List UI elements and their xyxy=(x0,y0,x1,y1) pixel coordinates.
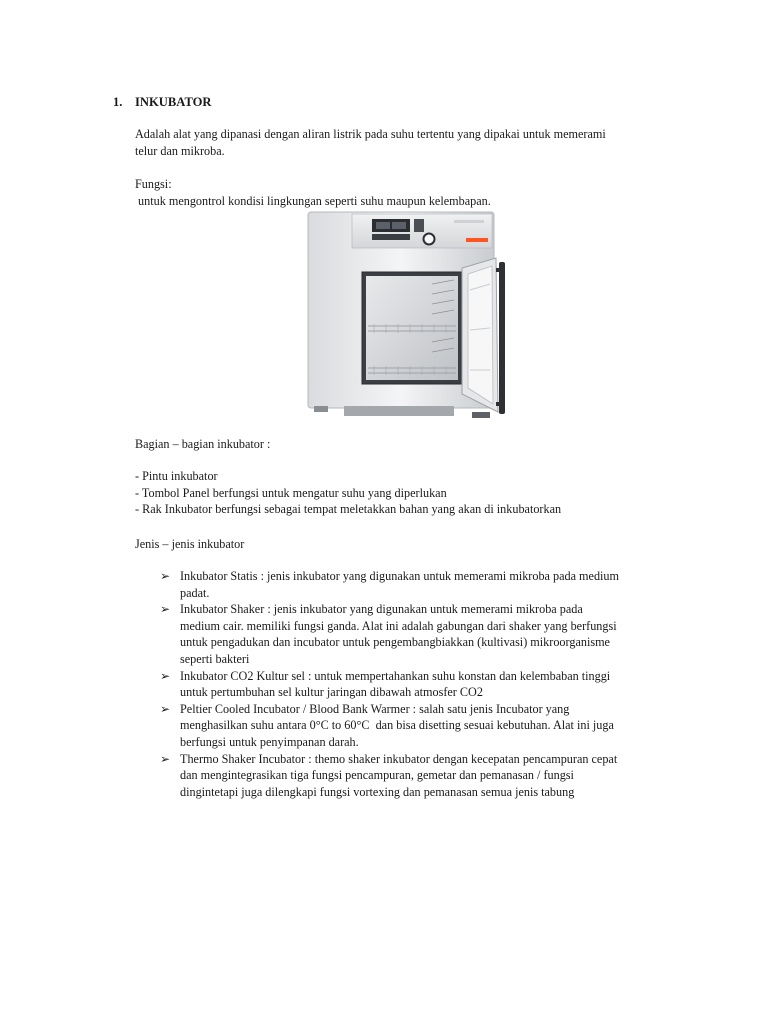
incubator-icon xyxy=(304,210,512,420)
bagian-item-rak: - Rak Inkubator berfungsi sebagai tempat meletakkan bahan yang akan di inkubatorkan xyxy=(135,502,562,517)
fungsi-label: Fungsi: xyxy=(135,177,172,191)
jenis-item-shaker: ➢ Inkubator Shaker : jenis inkubator yang digunakan untuk memerami mikroba pada medium cair. memiliki fungsi ganda. Alat ini adalah gabungan dari shaker yang berfungsi untuk pengadukan dan incubator untuk pengembangbiakkan (kultivasi) mikroorganisme seperti bakteri xyxy=(160,602,617,666)
arrowhead-bullet-icon: ➢ xyxy=(160,569,171,583)
bagian-list xyxy=(135,468,695,518)
arrowhead-bullet-icon: ➢ xyxy=(160,668,171,683)
jenis-label: Jenis – jenis inkubator xyxy=(135,537,245,551)
jenis-item-peltier: ➢ Peltier Cooled Incubator / Blood Bank Warmer : salah satu jenis Incubator yang menghasilkan suhu antara 0°C to 60°C dan bisa disetting sesuai kebutuhan. Alat ini juga berfungsi untuk penyimpanan darah. xyxy=(160,701,614,749)
fungsi-paragraph xyxy=(135,176,695,209)
jenis-item-co2: ➢ Inkubator CO2 Kultur sel : untuk mempertahankan suhu konstan dan kelembaban tinggi untuk pertumbuhan sel kultur jaringan dibawah atmosfer CO2 xyxy=(160,668,611,700)
fungsi-text: untuk mengontrol kondisi lingkungan seperti suhu maupun kelembapan. xyxy=(135,193,491,208)
bagian-label: Bagian – bagian inkubator : xyxy=(135,437,271,451)
section-heading xyxy=(113,94,212,111)
heading-title: INKUBATOR xyxy=(135,95,212,109)
arrowhead-bullet-icon: ➢ xyxy=(160,701,171,716)
incubator-photo xyxy=(304,210,512,420)
heading-number: 1. xyxy=(113,95,123,109)
bagian-item-tombol-panel: - Tombol Panel berfungsi untuk mengatur suhu yang diperlukan xyxy=(135,485,447,500)
definition-paragraph xyxy=(135,126,695,159)
definition-line: telur dan mikroba. xyxy=(135,143,225,158)
arrowhead-bullet-icon: ➢ xyxy=(160,602,171,617)
arrowhead-bullet-icon: ➢ xyxy=(160,751,171,766)
jenis-item-thermo-shaker: ➢ Thermo Shaker Incubator : themo shaker inkubator dengan kecepatan pencampuran cepat dan mengintegrasikan tiga fungsi pencampuran, gemetar dan pemanasan / fungsi dingintetapi juga dilengkapi fungsi vortexing dan pemanasan semua jenis tabung xyxy=(160,751,618,799)
bagian-item-pintu: - Pintu inkubator xyxy=(135,469,218,483)
definition-line: Adalah alat yang dipanasi dengan aliran listrik pada suhu tertentu yang dipakai untuk memerami xyxy=(135,127,606,141)
jenis-item-statis: ➢ Inkubator Statis : jenis inkubator yang digunakan untuk memerami mikroba pada medium padat. xyxy=(160,569,619,600)
jenis-list xyxy=(160,568,690,800)
